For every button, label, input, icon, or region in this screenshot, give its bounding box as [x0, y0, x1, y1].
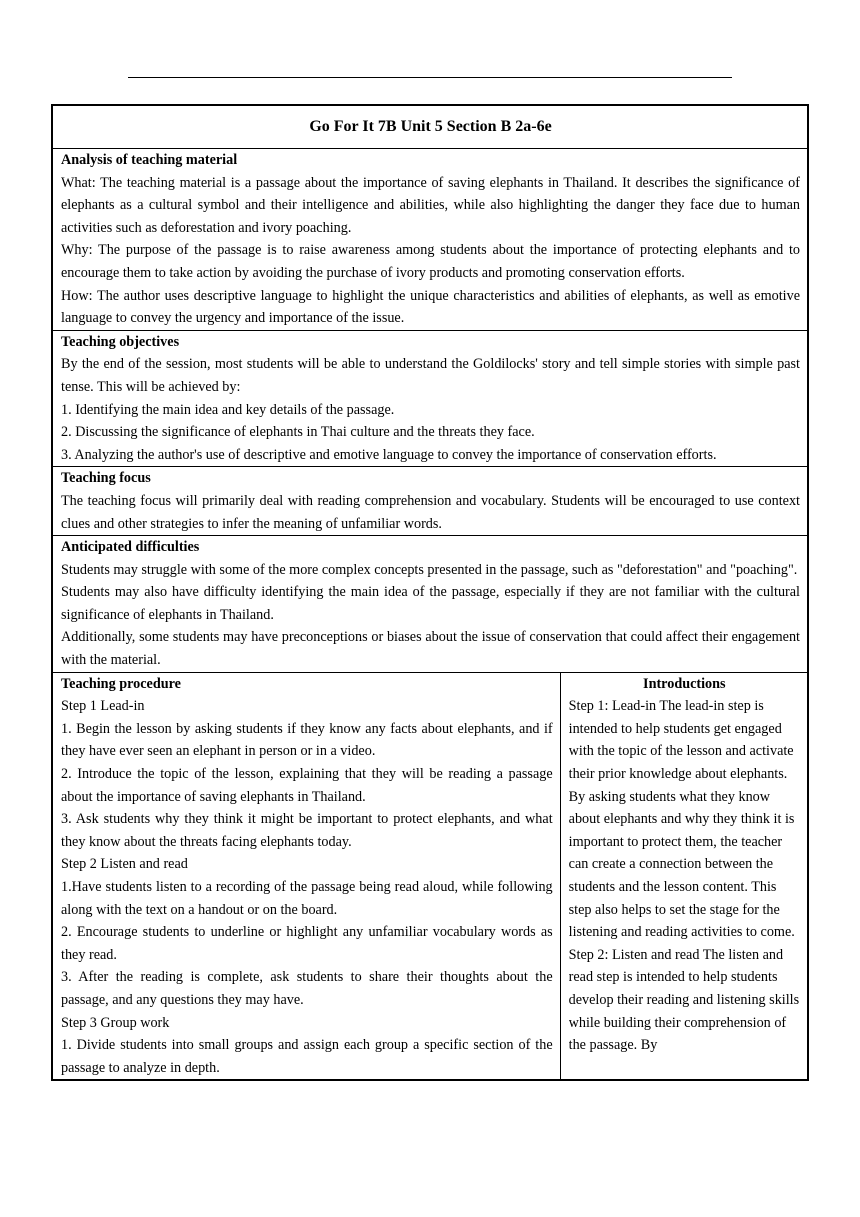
analysis-why: Why: The purpose of the passage is to raise awareness among students about the importance of protecting elephants and to encourage them to take action by avoiding the purchase of ivory products and promoting conservation efforts. [61, 242, 800, 281]
introduction-item: Step 1: Lead-in The lead-in step is intended to help students get engaged with the topic of the lesson and activate their prior knowledge about elephants. By asking students what they know about elephants and why they think it is important to protect them, the teacher can create a connection between the students and the lesson content. This step also helps to set the stage for the listening and reading activities to come. [568, 698, 795, 941]
procedure-item: 1.Have students listen to a recording of the passage being read aloud, while following along with the text on a handout or on the board. [61, 879, 553, 918]
focus-heading: Teaching focus [61, 470, 151, 487]
procedure-item: 2. Encourage students to underline or highlight any unfamiliar vocabulary words as they read. [61, 924, 553, 963]
procedure-heading: Teaching procedure [61, 675, 181, 692]
introduction-item: Step 2: Listen and read The listen and read step is intended to help students develop their reading and listening skills while building their comprehension of the passage. By [568, 946, 800, 1054]
procedure-section [52, 672, 560, 1080]
objectives-row [52, 330, 808, 467]
analysis-heading: Analysis of teaching material [61, 152, 238, 168]
procedure-item: 3. After the reading is complete, ask students to share their thoughts about the passage, and any questions they may have. [61, 969, 553, 1008]
focus-section [52, 467, 808, 536]
analysis-how: How: The author uses descriptive language to highlight the unique characteristics and abilities of elephants, as well as emotive language to convey the urgency and importance of the issue. [61, 287, 800, 327]
introductions-section [560, 672, 808, 1080]
procedure-step-heading: Step 1 Lead-in [61, 698, 145, 715]
procedure-row [52, 672, 808, 1080]
analysis-row [52, 149, 808, 331]
difficulty-item: Additionally, some students may have preconceptions or biases about the issue of conservation that could affect their engagement with the material. [61, 629, 800, 669]
procedure-step-heading: Step 3 Group work [61, 1014, 170, 1031]
objectives-intro: By the end of the session, most students will be able to understand the Goldilocks' story and tell simple stories with simple past tense. This will be achieved by: [61, 356, 800, 395]
procedure-item: 2. Introduce the topic of the lesson, explaining that they will be reading a passage about the importance of saving elephants in Thailand. [61, 766, 553, 805]
lesson-title: Go For It 7B Unit 5 Section B 2a-6e [52, 105, 808, 149]
procedure-step-heading: Step 2 Listen and read [61, 856, 188, 873]
title-row [52, 105, 808, 149]
objectives-heading: Teaching objectives [61, 333, 180, 350]
focus-text: The teaching focus will primarily deal with reading comprehension and vocabulary. Students will be encouraged to use context clues and other strategies to infer the meaning of unfamiliar words. [61, 492, 800, 532]
difficulties-heading: Anticipated difficulties [61, 539, 200, 556]
lesson-plan-table [51, 104, 809, 1081]
difficulty-item: Students may struggle with some of the more complex concepts presented in the passage, such as "deforestation" and "poaching". [61, 561, 798, 578]
procedure-item: 1. Begin the lesson by asking students if they know any facts about elephants, and if they have ever seen an elephant in person or in a video. [61, 720, 553, 760]
header-rule [128, 77, 732, 78]
objectives-section [52, 330, 808, 467]
analysis-what: What: The teaching material is a passage about the importance of saving elephants in Thailand. It describes the significance of elephants as a cultural symbol and their intelligence and abilities, while also highlighting the danger they face due to human activities such as deforestation and ivory poaching. [61, 174, 800, 236]
difficulty-item: Students may also have difficulty identifying the main idea of the passage, especially if they are not familiar with the cultural significance of elephants in Thailand. [61, 584, 800, 623]
difficulties-section [52, 536, 808, 673]
procedure-item: 3. Ask students why they think it might be important to protect elephants, and what they know about the threats facing elephants today. [61, 811, 553, 850]
objective-item: 1. Identifying the main idea and key details of the passage. [61, 401, 395, 418]
objective-item: 3. Analyzing the author's use of descriptive and emotive language to convey the importance of conservation efforts. [61, 446, 717, 463]
analysis-section [52, 149, 808, 331]
difficulties-row [52, 536, 808, 673]
procedure-item: 1. Divide students into small groups and assign each group a specific section of the passage to analyze in depth. [61, 1037, 553, 1076]
focus-row [52, 467, 808, 536]
introductions-heading: Introductions [643, 675, 726, 692]
objective-item: 2. Discussing the significance of elephants in Thai culture and the threats they face. [61, 424, 535, 441]
